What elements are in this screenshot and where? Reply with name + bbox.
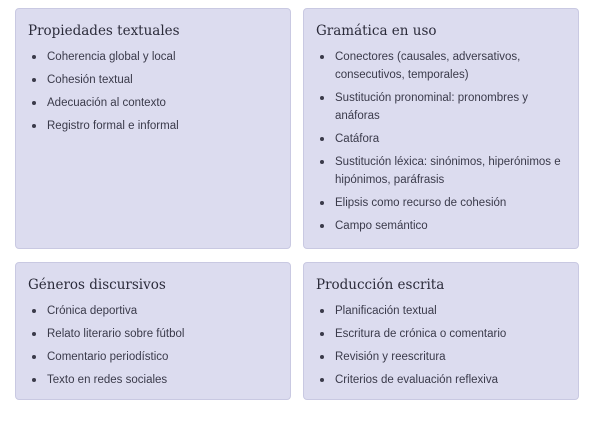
list-item-text: Conectores (causales, adversativos, consecutivos, temporales): [335, 51, 521, 81]
list-item: [28, 48, 278, 66]
bullet-icon: [32, 378, 36, 382]
card-propiedades-textuales: [15, 8, 291, 249]
card-title: Gramática en uso: [316, 23, 437, 39]
bullet-icon: [320, 201, 324, 205]
bullet-icon: [320, 355, 324, 359]
list-item: [316, 325, 566, 343]
bullet-icon: [320, 332, 324, 336]
bullet-icon: [320, 160, 324, 164]
card-generos-discursivos: [15, 262, 291, 400]
list-item-text: Adecuación al contexto: [47, 97, 166, 109]
list-item: [28, 302, 278, 320]
list-item: [28, 371, 278, 389]
bullet-icon: [320, 55, 324, 59]
list-item-text: Registro formal e informal: [47, 120, 179, 132]
item-list: [316, 48, 566, 235]
item-list: [28, 48, 278, 135]
list-item-text: Elipsis como recurso de cohesión: [335, 197, 507, 209]
list-item: [316, 48, 566, 84]
card-produccion-escrita: [303, 262, 579, 400]
bullet-icon: [32, 332, 36, 336]
list-item-text: Cohesión textual: [47, 74, 133, 86]
list-item-text: Sustitución pronominal: pronombres y anáforas: [335, 92, 529, 122]
bullet-icon: [320, 378, 324, 382]
list-item: [316, 194, 566, 212]
list-item-text: Sustitución léxica: sinónimos, hiperónimos e hipónimos, paráfrasis: [335, 156, 561, 186]
list-item: [316, 348, 566, 366]
list-item-text: Revisión y reescritura: [335, 351, 446, 363]
list-item: [316, 371, 566, 389]
list-item: [28, 325, 278, 343]
bullet-icon: [32, 355, 36, 359]
bullet-icon: [320, 309, 324, 313]
bullet-icon: [320, 96, 324, 100]
list-item-text: Catáfora: [335, 133, 380, 145]
item-list: [28, 302, 278, 389]
card-title: Propiedades textuales: [28, 23, 180, 39]
list-item-text: Crónica deportiva: [47, 305, 138, 317]
list-item: [28, 94, 278, 112]
list-item-text: Escritura de crónica o comentario: [335, 328, 507, 340]
bullet-icon: [32, 78, 36, 82]
list-item-text: Comentario periodístico: [47, 351, 169, 363]
list-item: [28, 117, 278, 135]
list-item: [28, 71, 278, 89]
list-item: [316, 130, 566, 148]
list-item: [28, 348, 278, 366]
bullet-icon: [320, 224, 324, 228]
card-title: Géneros discursivos: [28, 277, 166, 293]
bullet-icon: [32, 124, 36, 128]
list-item: [316, 302, 566, 320]
list-item-text: Planificación textual: [335, 305, 437, 317]
list-item-text: Criterios de evaluación reflexiva: [335, 374, 498, 386]
list-item-text: Relato literario sobre fútbol: [47, 328, 185, 340]
list-item: [316, 217, 566, 235]
bullet-icon: [32, 309, 36, 313]
list-item-text: Campo semántico: [335, 220, 428, 232]
bullet-icon: [320, 137, 324, 141]
list-item-text: Texto en redes sociales: [47, 374, 168, 386]
item-list: [316, 302, 566, 389]
list-item: [316, 89, 566, 125]
bullet-icon: [32, 101, 36, 105]
card-gramatica-en-uso: [303, 8, 579, 249]
list-item: [316, 153, 566, 189]
card-title: Producción escrita: [316, 277, 445, 293]
bullet-icon: [32, 55, 36, 59]
list-item-text: Coherencia global y local: [47, 51, 176, 63]
